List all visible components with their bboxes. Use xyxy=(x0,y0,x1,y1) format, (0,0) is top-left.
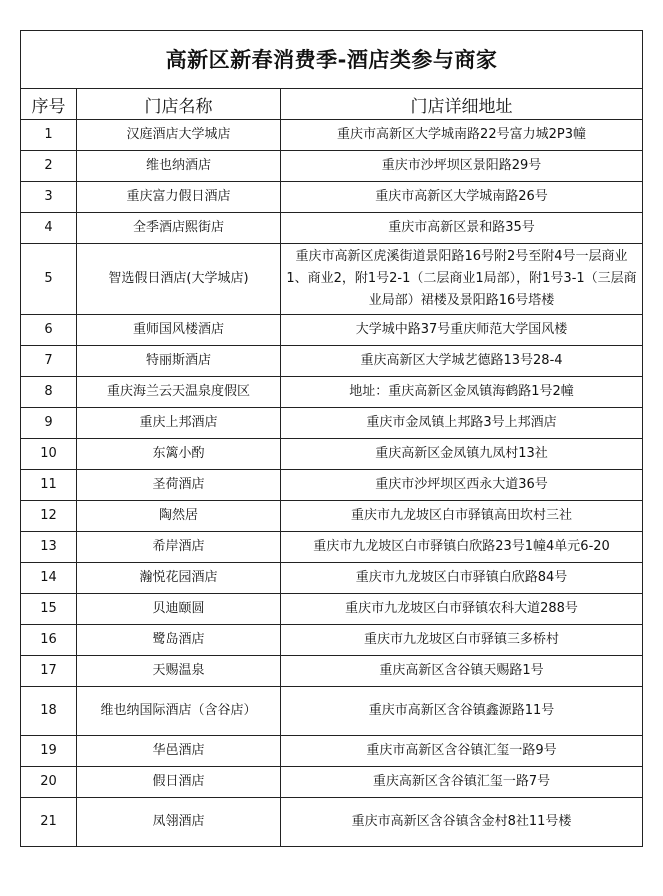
row-index: 16 xyxy=(21,625,77,656)
row-index: 19 xyxy=(21,736,77,767)
row-store-address: 重庆高新区大学城艺德路13号28-4 xyxy=(281,346,643,377)
row-index: 5 xyxy=(21,244,77,315)
table-row xyxy=(21,213,643,244)
row-store-name: 鹭岛酒店 xyxy=(77,625,281,656)
row-index: 17 xyxy=(21,656,77,687)
table-row xyxy=(21,408,643,439)
header-store-address: 门店详细地址 xyxy=(281,89,643,120)
merchant-table xyxy=(20,30,643,847)
row-index: 18 xyxy=(21,687,77,736)
row-store-name: 汉庭酒店大学城店 xyxy=(77,120,281,151)
table-row xyxy=(21,244,643,315)
row-store-name: 圣荷酒店 xyxy=(77,470,281,501)
row-store-name: 重庆富力假日酒店 xyxy=(77,182,281,213)
row-store-address: 重庆市高新区大学城南路26号 xyxy=(281,182,643,213)
row-index: 21 xyxy=(21,798,77,847)
row-store-address: 重庆市高新区含谷镇汇玺一路9号 xyxy=(281,736,643,767)
table-row xyxy=(21,315,643,346)
row-store-name: 凤翎酒店 xyxy=(77,798,281,847)
row-index: 3 xyxy=(21,182,77,213)
row-store-name: 贝迪颐圆 xyxy=(77,594,281,625)
merchant-table-sheet xyxy=(20,30,642,847)
row-store-name: 天赐温泉 xyxy=(77,656,281,687)
table-row xyxy=(21,532,643,563)
table-row xyxy=(21,594,643,625)
row-store-address: 大学城中路37号重庆师范大学国风楼 xyxy=(281,315,643,346)
row-store-name: 东篱小酌 xyxy=(77,439,281,470)
row-index: 9 xyxy=(21,408,77,439)
row-index: 8 xyxy=(21,377,77,408)
row-store-name: 重庆海兰云天温泉度假区 xyxy=(77,377,281,408)
row-store-name: 重师国风楼酒店 xyxy=(77,315,281,346)
row-index: 13 xyxy=(21,532,77,563)
table-row xyxy=(21,687,643,736)
header-row xyxy=(21,89,643,120)
table-row xyxy=(21,470,643,501)
header-index: 序号 xyxy=(21,89,77,120)
table-row xyxy=(21,439,643,470)
row-index: 6 xyxy=(21,315,77,346)
table-row xyxy=(21,182,643,213)
row-store-address: 重庆市九龙坡区白市驿镇三多桥村 xyxy=(281,625,643,656)
row-store-address: 重庆市沙坪坝区西永大道36号 xyxy=(281,470,643,501)
row-store-address: 重庆高新区含谷镇天赐路1号 xyxy=(281,656,643,687)
table-row xyxy=(21,346,643,377)
row-index: 11 xyxy=(21,470,77,501)
row-store-address: 重庆市高新区景和路35号 xyxy=(281,213,643,244)
row-store-name: 维也纳国际酒店（含谷店） xyxy=(77,687,281,736)
row-store-name: 特丽斯酒店 xyxy=(77,346,281,377)
row-store-name: 智选假日酒店(大学城店) xyxy=(77,244,281,315)
header-store-name: 门店名称 xyxy=(77,89,281,120)
row-store-name: 假日酒店 xyxy=(77,767,281,798)
row-index: 2 xyxy=(21,151,77,182)
row-store-name: 维也纳酒店 xyxy=(77,151,281,182)
row-index: 10 xyxy=(21,439,77,470)
row-index: 4 xyxy=(21,213,77,244)
row-store-address: 重庆高新区含谷镇汇玺一路7号 xyxy=(281,767,643,798)
table-row xyxy=(21,151,643,182)
table-title: 高新区新春消费季-酒店类参与商家 xyxy=(21,31,643,89)
table-row xyxy=(21,377,643,408)
row-index: 7 xyxy=(21,346,77,377)
table-row xyxy=(21,736,643,767)
row-index: 14 xyxy=(21,563,77,594)
row-store-address: 地址：重庆高新区金凤镇海鹤路1号2幢 xyxy=(281,377,643,408)
row-store-address: 重庆市沙坪坝区景阳路29号 xyxy=(281,151,643,182)
row-store-name: 全季酒店熙街店 xyxy=(77,213,281,244)
row-store-name: 陶然居 xyxy=(77,501,281,532)
row-index: 20 xyxy=(21,767,77,798)
row-store-name: 希岸酒店 xyxy=(77,532,281,563)
table-body xyxy=(21,120,643,847)
row-store-address: 重庆市金凤镇上邦路3号上邦酒店 xyxy=(281,408,643,439)
row-store-address: 重庆市九龙坡区白市驿镇农科大道288号 xyxy=(281,594,643,625)
row-store-address: 重庆市九龙坡区白市驿镇高田坎村三社 xyxy=(281,501,643,532)
table-row xyxy=(21,798,643,847)
row-store-name: 瀚悦花园酒店 xyxy=(77,563,281,594)
table-row xyxy=(21,767,643,798)
table-row xyxy=(21,501,643,532)
table-row xyxy=(21,625,643,656)
row-store-address: 重庆市高新区含谷镇鑫源路11号 xyxy=(281,687,643,736)
row-store-address: 重庆市高新区含谷镇含金村8社11号楼 xyxy=(281,798,643,847)
row-store-address: 重庆市高新区虎溪街道景阳路16号附2号至附4号一层商业1、商业2，附1号2-1（二层商业1局部），附1号3-1（三层商业局部）裙楼及景阳路16号塔楼 xyxy=(281,244,643,315)
row-store-address: 重庆高新区金凤镇九凤村13社 xyxy=(281,439,643,470)
table-row xyxy=(21,563,643,594)
row-store-name: 华邑酒店 xyxy=(77,736,281,767)
row-index: 1 xyxy=(21,120,77,151)
row-index: 15 xyxy=(21,594,77,625)
row-store-address: 重庆市九龙坡区白市驿镇白欣路23号1幢4单元6-20 xyxy=(281,532,643,563)
title-row xyxy=(21,31,643,89)
table-row xyxy=(21,656,643,687)
row-store-address: 重庆市高新区大学城南路22号富力城2P3幢 xyxy=(281,120,643,151)
row-store-address: 重庆市九龙坡区白市驿镇白欣路84号 xyxy=(281,563,643,594)
row-index: 12 xyxy=(21,501,77,532)
row-store-name: 重庆上邦酒店 xyxy=(77,408,281,439)
table-row xyxy=(21,120,643,151)
